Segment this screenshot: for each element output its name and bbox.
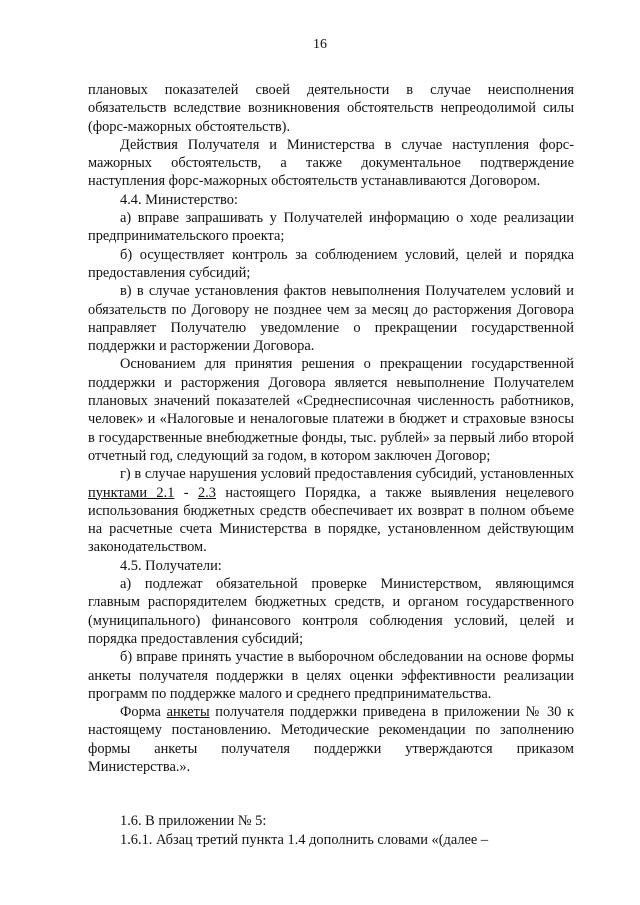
list-item-a-inspection: а) подлежат обязательной проверке Министерством, являющимся главным распорядителем бюджетных средств, и органом государственного (муниципального) финансового контроля соблюдения условий, целей и порядка предоставления субсидий; (88, 576, 574, 647)
text-fragment: г) в случае нарушения условий предоставления субсидий, установленных (120, 466, 574, 483)
text-fragment: настоящего Порядка, а также выявления нецелевого использования бюджетных средств обеспечивает их возврат в полном объеме на расчетные счета Министерства в порядке, установленном действующим законодательством. (88, 484, 574, 556)
paragraph-spacer (88, 776, 574, 812)
list-item-b-control: б) осуществляет контроль за соблюдением условий, целей и порядка предоставления субсидий; (88, 246, 574, 281)
text-fragment: получателя поддержки приведена в приложении № 30 к настоящему постановлению. Методические рекомендации по заполнению формы анкеты получателя поддержки утверждаются приказом Министерства.». (88, 704, 574, 775)
list-item-g-violation (88, 465, 574, 556)
list-item-v-termination-notice: в) в случае установления фактов невыполнения Получателем условий и обязательств по Договору не позднее чем за месяц до расторжения Договора направляет Получателю уведомление о прекращении государственной поддержки и расторжении Договора. (88, 283, 574, 355)
document-body (88, 81, 574, 849)
list-item-b-survey: б) вправе принять участие в выборочном обследовании на основе формы анкеты получателя поддержки в целях оценки эффективности реализации программ по поддержке малого и среднего предпринимательства. (88, 649, 574, 702)
link-clauses-2-1[interactable]: пунктами 2.1 (88, 484, 175, 501)
page-number: 16 (313, 37, 327, 52)
text-fragment: Форма (120, 704, 167, 721)
paragraph-termination-grounds: Основанием для принятия решения о прекращении государственной поддержки и расторжения Договора является невыполнение Получателем плановых значений показателей «Среднесписочная численность работников, человек» и «Налоговые и неналоговые платежи в бюджет и страховые взносы в государственные внебюджетные фонды, тыс. рублей» за первый либо второй отчетный год, следующий за годом, в котором заключен Договор; (88, 356, 574, 464)
paragraph-force-majeure-actions: Действия Получателя и Министерства в случае наступления форс-мажорных обстоятельств, а также документальное подтверждение наступления форс-мажорных обстоятельств устанавливаются Договором. (88, 136, 574, 190)
paragraph-1-6-1: 1.6.1. Абзац третий пункта 1.4 дополнить словами «(далее – (120, 831, 489, 848)
section-heading-4-4: 4.4. Министерство: (120, 191, 238, 208)
paragraph-force-majeure-continuation: плановых показателей своей деятельности в случае неисполнения обязательств вследствие возникновения обстоятельств непреодолимой силы (форс-мажорных обстоятельств). (88, 82, 574, 135)
paragraph-questionnaire-form (88, 703, 574, 776)
text-fragment: - (174, 484, 198, 501)
section-heading-1-6: 1.6. В приложении № 5: (120, 813, 267, 830)
link-clause-2-3[interactable]: 2.3 (197, 484, 216, 501)
list-item-a-request-info: а) вправе запрашивать у Получателей информацию о ходе реализации предпринимательского проекта; (88, 210, 574, 245)
section-heading-4-5: 4.5. Получатели: (120, 557, 222, 574)
link-questionnaire[interactable]: анкеты (166, 704, 210, 721)
